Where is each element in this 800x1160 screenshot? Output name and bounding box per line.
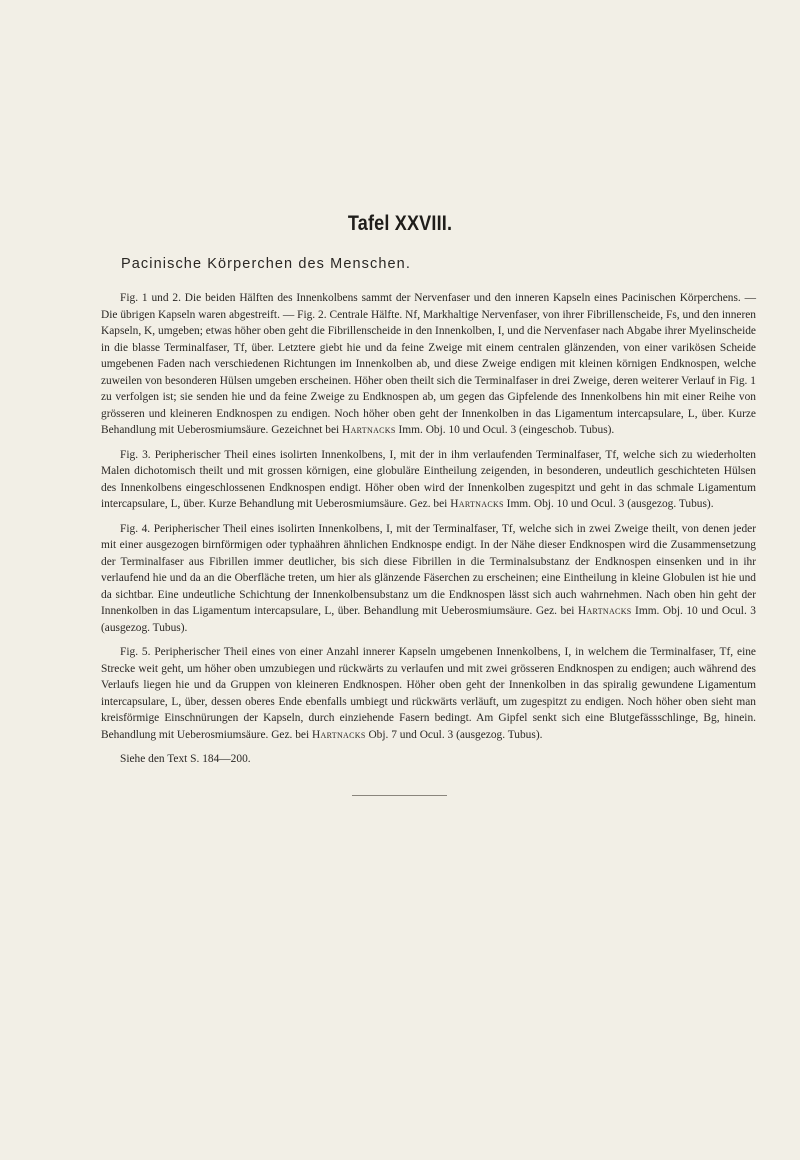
divider-rule: [352, 795, 447, 796]
microscope-credit: Hartnacks: [450, 498, 504, 510]
figure-descriptions: [101, 290, 756, 768]
microscope-credit: Hartnacks: [342, 424, 396, 436]
figure-description-5: [101, 644, 756, 743]
plate-subtitle: Pacinische Körperchen des Menschen.: [121, 256, 411, 272]
paragraph-tail: Imm. Obj. 10 und Ocul. 3 (ausgezog. Tubus).: [101, 605, 757, 634]
figure-description-4: [101, 521, 756, 637]
paragraph-text: Fig. 1 und 2. Die beiden Hälften des Innenkolbens sammt der Nervenfaser und den inneren Kapseln eines Pacinischen Körperchens. — Die übrigen Kapseln waren abgestreift. — Fig. 2. Centrale Hälfte. Nf, Markhaltige Nervenfaser, von ihrer Fibrillenscheide, Fs, und den inneren Kapseln, K, umgeben; etwas höher oben geht die Fibrillenscheide in den Innenkolben, I, und die Nervenfaser nach Abgabe ihrer Myelinscheide in die blasse Terminalfaser, Tf, über. Letztere giebt hie und da feine Zweige mit einem centralen glänzenden, von einer varikösen Scheide umgebenen Faden nach verschiedenen Richtungen im Innenkolben ab, und diese Zweige endigen mit kleinen körnigen Endknospen, welche zuweilen von besonderen Hülsen umgeben erscheinen. Höher oben theilt sich die Terminalfaser in drei Zweige, deren weiterer Verlauf in Fig. 1 zu verfolgen ist; sie senden hie und da feine Zweige zu Endknospen ab, um gegen das Gipfelende des Innenkolbens hin mit einer Reihe von grösseren und kleineren Endknospen zu endigen. Noch höher oben geht der Innenkolben in das Ligamentum intercapsulare, L, über. Kurze Behandlung mit Ueberosmiumsäure. Gezeichnet bei: [101, 292, 756, 436]
microscope-credit: Hartnacks: [312, 728, 366, 741]
paragraph-text: Fig. 3. Peripherischer Theil eines isolirten Innenkolbens, I, mit der in ihm verlaufenden Terminalfaser, Tf, welche sich zu wiederholten Malen dichotomisch theilt und mit grossen körnigen, eine globuläre Eintheilung zeigenden, in besonderen, undeutlich geschichteten Hülsen des Innenkolbens eingeschlossenen Endknospen endigt. Höher oben wird der Innenkolben zugespitzt und geht in das schmale Ligamentum intercapsulare, L, über. Kurze Behandlung mit Ueberosmiumsäure. Gez. bei: [101, 448, 756, 510]
figure-description-3: [101, 447, 756, 513]
paragraph-tail: Imm. Obj. 10 und Ocul. 3 (eingeschob. Tubus).: [398, 424, 615, 436]
paragraph-tail: Imm. Obj. 10 und Ocul. 3 (ausgezog. Tubus).: [506, 498, 714, 510]
paragraph-text: Fig. 5. Peripherischer Theil eines von einer Anzahl innerer Kapseln umgebenen Innenkolbens, I, in welchem die Terminalfaser, Tf, eine Strecke weit geht, um höher oben umzubiegen und rückwärts zu verlaufen und mit zwei grösseren Endknospen zu endigen; auch während des Verlaufs liegen hie und da Gruppen von kleineren Endknospen. Höher oben geht der Innenkolben in das spiralig gewundene Ligamentum intercapsulare, L, über, dessen oberes Ende ebenfalls umbiegt und rückwärts verläuft, um zugespitzt zu endigen. Noch höher oben sieht man kreisförmige Einschnürungen der Kapseln, durch einziehende Fasern bedingt. Am Gipfel senkt sich eine Blutgefässschlinge, Bg, hinein. Behandlung mit Ueberosmiumsäure. Gez. bei: [101, 646, 756, 741]
text-reference: Siehe den Text S. 184—200.: [120, 753, 251, 765]
paragraph-tail: Obj. 7 und Ocul. 3 (ausgezog. Tubus).: [368, 728, 543, 741]
plate-title: Tafel XXVIII.: [347, 212, 453, 235]
figure-description-1-2: [101, 290, 756, 439]
paragraph-text: Fig. 4. Peripherischer Theil eines isolirten Innenkolbens, I, mit der Terminalfaser, Tf, welche sich in zwei Zweige theilt, von denen jeder mit einer ausgezogen birnförmigen oder typhaähren ähnlichen Endknospe endigt. In der Nähe dieser Endknospen wird die Zusammensetzung der Terminalfaser aus Fibrillen immer deutlicher, bis sich diese Fibrillen in die Terminalsubstanz der Endknospen einsenken und in ihr verlaufend hie und da an die Oberfläche treten, um hier als glänzende Fäserchen zu erscheinen; eine Eintheilung in kleine Globulen ist hie und da sichtbar. Eine undeutliche Schichtung der Innenkolbensubstanz um die Endknospen lässt sich auch wahrnehmen. Nach oben hin geht der Innenkolben in das Ligamentum intercapsulare, L, über. Behandlung mit Ueberosmiumsäure. Gez. bei: [101, 522, 756, 617]
microscope-credit: Hartnacks: [577, 605, 632, 617]
